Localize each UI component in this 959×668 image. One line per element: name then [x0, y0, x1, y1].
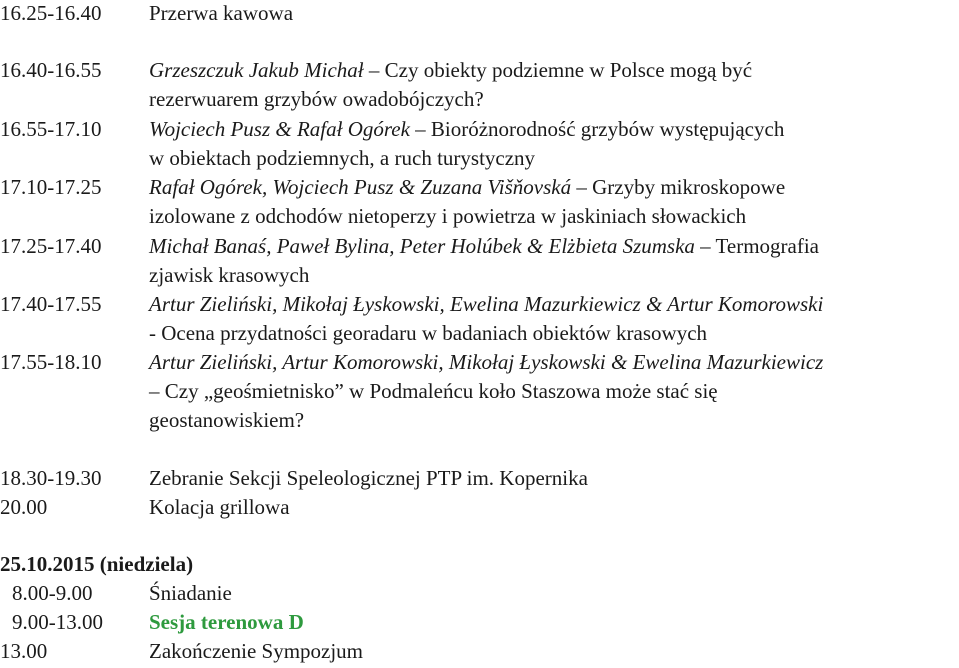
time-slot: 8.00-9.00 — [12, 581, 93, 605]
time-slot: 17.40-17.55 — [0, 292, 102, 316]
entry-title: Bioróżnorodność grzybów występujących — [430, 117, 785, 141]
entry-line1: Michał Banaś, Paweł Bylina, Peter Holúbek & Elżbieta Szumska – Termografia — [149, 234, 820, 258]
entry-authors: Grzeszczuk Jakub Michał — [149, 58, 364, 82]
time-slot: 13.00 — [0, 639, 48, 663]
time-slot: 17.10-17.25 — [0, 175, 102, 199]
time-slot: 20.00 — [0, 495, 48, 519]
entry-title: Śniadanie — [149, 581, 232, 605]
entry-title: – Czy „geośmietnisko” w Podmaleńcu koło Staszowa może stać się — [149, 379, 718, 403]
entry-authors: Michał Banaś, Paweł Bylina, Peter Holúbek & Elżbieta Szumska — [149, 234, 695, 258]
entry-title: - Ocena przydatności georadaru w badaniach obiektów krasowych — [149, 321, 708, 345]
session-title: Sesja terenowa D — [149, 610, 304, 634]
time-slot: 16.55-17.10 — [0, 117, 102, 141]
entry-title: Zakończenie Sympozjum — [149, 639, 364, 663]
entry-line1: Grzeszczuk Jakub Michał – Czy obiekty podziemne w Polsce mogą być — [149, 58, 753, 82]
entry-title: Kolacja grillowa — [149, 495, 290, 519]
entry-title: Przerwa kawowa — [149, 1, 294, 25]
entry-title: Termografia — [715, 234, 820, 258]
entry-authors: Wojciech Pusz & Rafał Ogórek — [149, 117, 410, 141]
time-slot: 17.55-18.10 — [0, 350, 102, 374]
time-slot: 17.25-17.40 — [0, 234, 102, 258]
entry-title-cont: zjawisk krasowych — [149, 263, 310, 287]
entry-title-cont: w obiektach podziemnych, a ruch turystyczny — [149, 146, 536, 170]
time-slot: 16.40-16.55 — [0, 58, 102, 82]
time-slot: 9.00-13.00 — [12, 610, 103, 634]
day-heading: 25.10.2015 (niedziela) — [0, 552, 194, 576]
entry-title: Grzyby mikroskopowe — [592, 175, 786, 199]
entry-line1: Rafał Ogórek, Wojciech Pusz & Zuzana Višňovská – Grzyby mikroskopowe — [149, 175, 786, 199]
entry-title: Zebranie Sekcji Speleologicznej PTP im. Kopernika — [149, 466, 588, 490]
entry-line1: Wojciech Pusz & Rafał Ogórek – Bioróżnorodność grzybów występujących — [149, 117, 785, 141]
entry-authors: Rafał Ogórek, Wojciech Pusz & Zuzana Višňovská — [149, 175, 572, 199]
entry-authors: Artur Zieliński, Artur Komorowski, Mikołaj Łyskowski & Ewelina Mazurkiewicz — [149, 350, 824, 374]
entry-title-cont: rezerwuarem grzybów owadobójczych? — [149, 87, 484, 111]
entry-authors: Artur Zieliński, Mikołaj Łyskowski, Ewelina Mazurkiewicz & Artur Komorowski — [149, 292, 824, 316]
time-slot: 16.25-16.40 — [0, 1, 102, 25]
entry-title-cont: geostanowiskiem? — [149, 408, 305, 432]
time-slot: 18.30-19.30 — [0, 466, 102, 490]
entry-title: Czy obiekty podziemne w Polsce mogą być — [384, 58, 753, 82]
entry-title-cont: izolowane z odchodów nietoperzy i powietrza w jaskiniach słowackich — [149, 204, 747, 228]
